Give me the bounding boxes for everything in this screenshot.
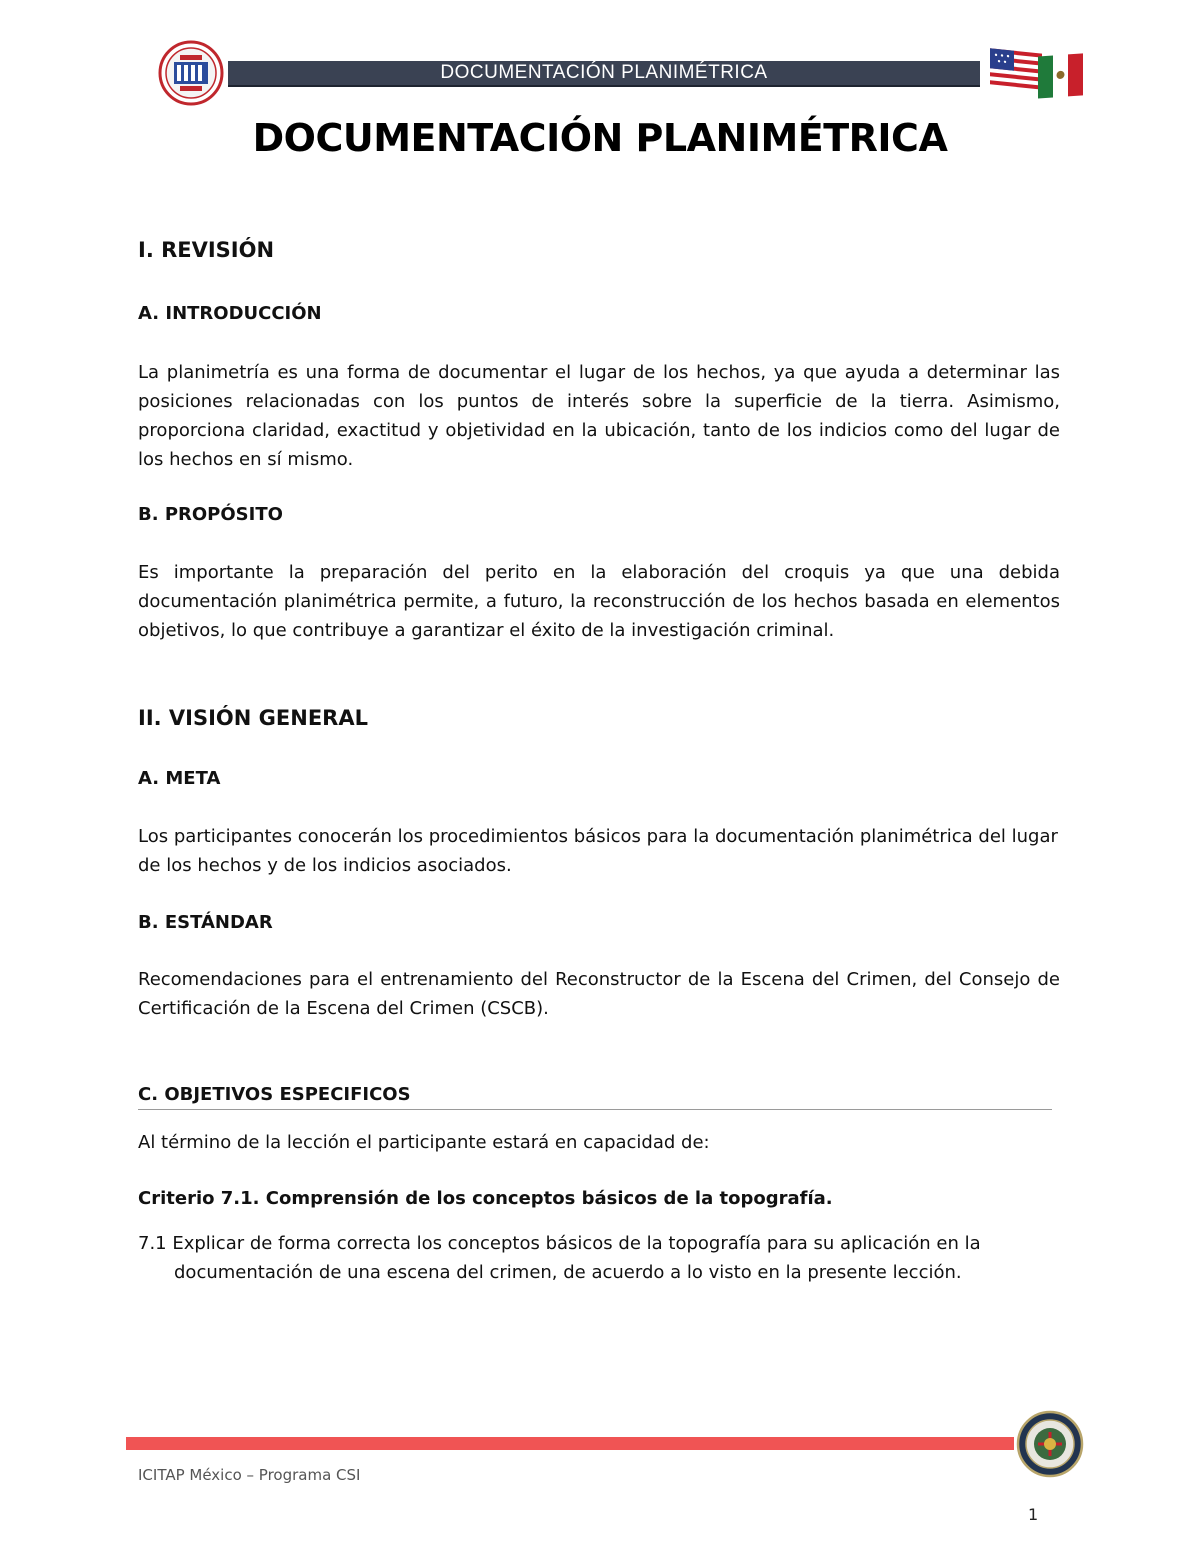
section-heading-revision: I. REVISIÓN <box>138 238 275 262</box>
objectives-intro: Al término de la lección el participante estará en capacidad de: <box>138 1132 710 1153</box>
goal-paragraph: Los participantes conocerán los procedimientos básicos para la documentación planimétrica del lugar de los hechos y de los indicios asociados. <box>138 826 1058 876</box>
objective-item-7-1: 7.1 Explicar de forma correcta los conceptos básicos de la topografía para su aplicación en la documentación de una escena del crimen, de acuerdo a lo visto en la presente lección. <box>138 1233 981 1283</box>
goal-heading: A. META <box>138 768 221 789</box>
page-number: 1 <box>1028 1505 1039 1524</box>
document-title: DOCUMENTACIÓN PLANIMÉTRICA <box>252 116 948 160</box>
footer-divider <box>126 1437 1014 1450</box>
objectives-heading: C. OBJETIVOS ESPECIFICOS <box>138 1084 411 1105</box>
section-heading-overview: II. VISIÓN GENERAL <box>138 706 368 730</box>
flags-icon <box>988 46 1084 104</box>
introduction-heading: A. INTRODUCCIÓN <box>138 303 322 324</box>
purpose-heading: B. PROPÓSITO <box>138 504 283 525</box>
objectives-divider <box>138 1109 1052 1110</box>
icitap-logo-icon <box>158 40 224 106</box>
program-seal-icon <box>1016 1410 1084 1478</box>
standard-paragraph: Recomendaciones para el entrenamiento del Reconstructor de la Escena del Crimen, del Consejo de Certificación de la Escena del Crimen (CSCB). <box>138 969 1060 1019</box>
footer-text: ICITAP México – Programa CSI <box>138 1466 361 1484</box>
header-title-bar: DOCUMENTACIÓN PLANIMÉTRICA <box>228 61 980 87</box>
standard-heading: B. ESTÁNDAR <box>138 912 273 933</box>
introduction-paragraph: La planimetría es una forma de documentar el lugar de los hechos, ya que ayuda a determinar las posiciones relacionadas con los puntos de interés sobre la superficie de la tierra. Asimismo, proporciona claridad, exactitud y objetividad en la ubicación, tanto de los indicios como del lugar de los hechos en sí mismo. <box>138 362 1060 470</box>
purpose-paragraph: Es importante la preparación del perito en la elaboración del croquis ya que una debida documentación planimétrica permite, a futuro, la reconstrucción de los hechos basada en elementos objetivos, lo que contribuye a garantizar el éxito de la investigación criminal. <box>138 562 1060 641</box>
criterion-heading: Criterio 7.1. Comprensión de los conceptos básicos de la topografía. <box>138 1188 833 1209</box>
